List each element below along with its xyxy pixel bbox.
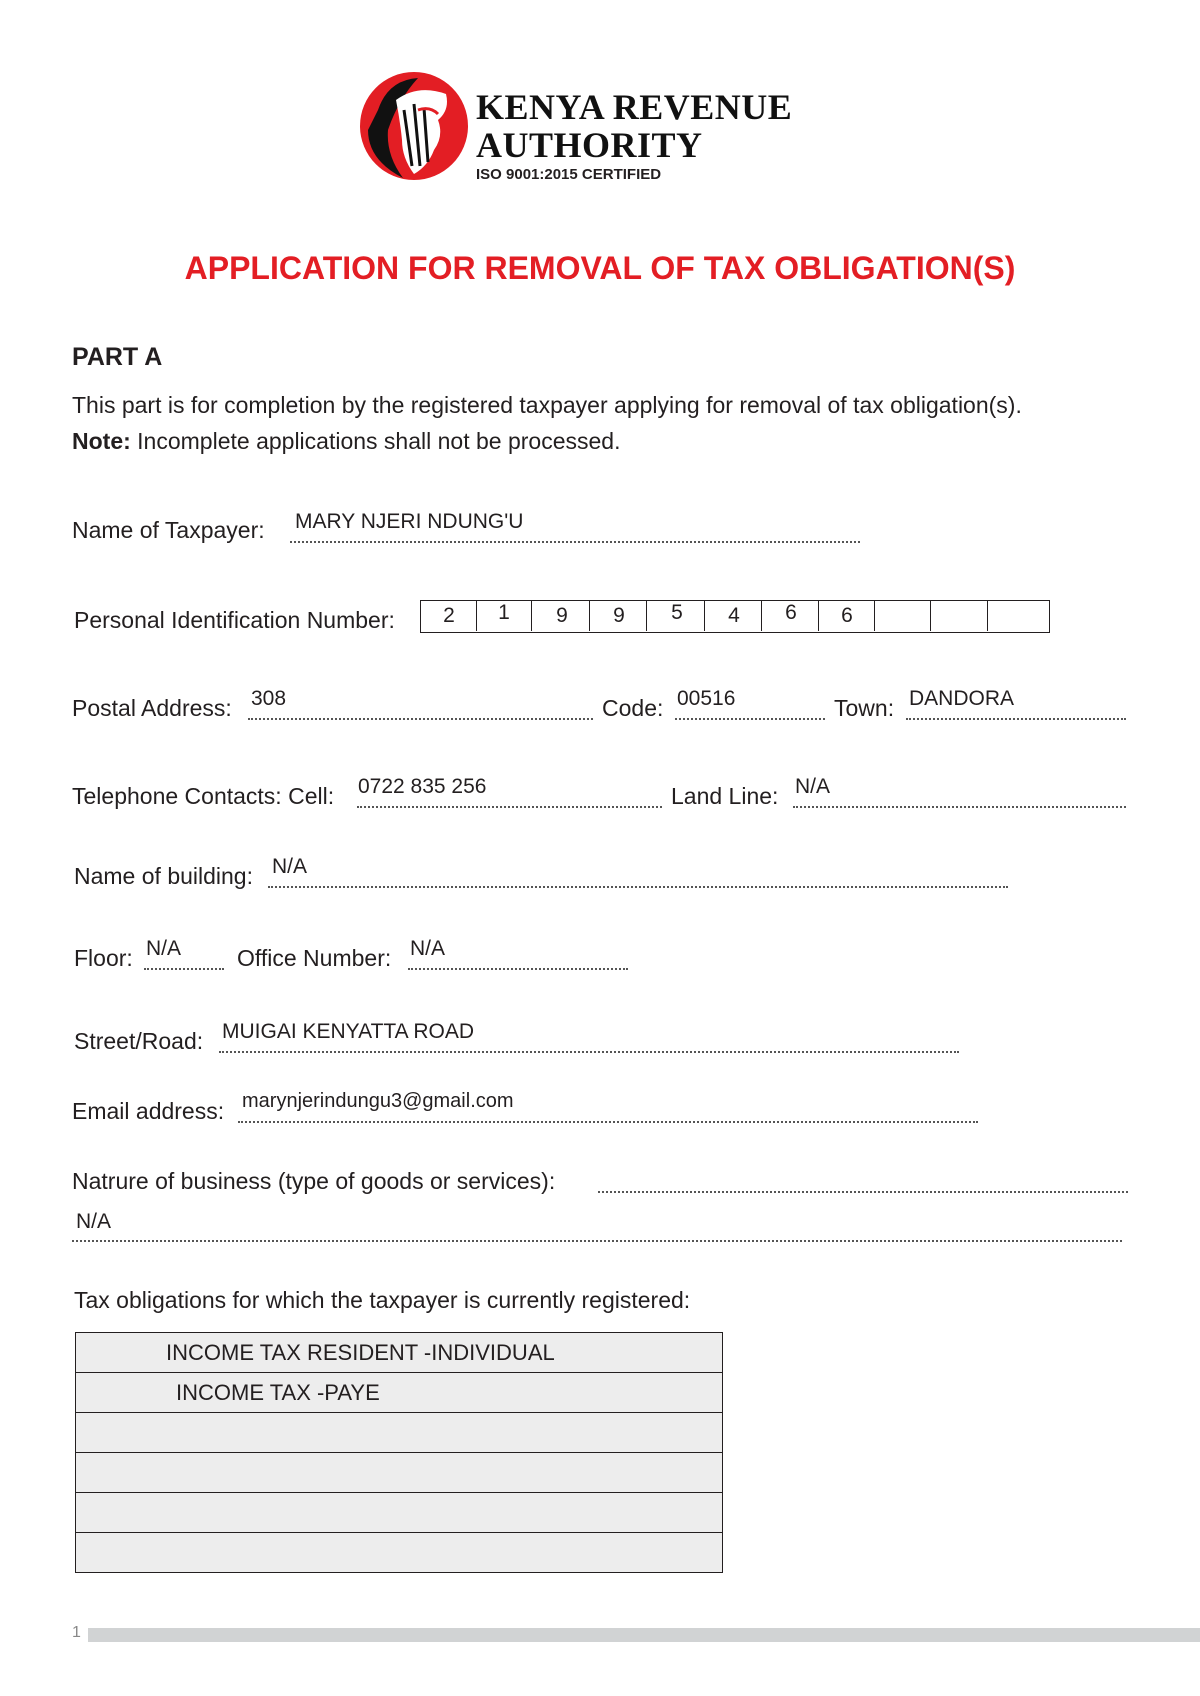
landline-field[interactable]: N/A — [795, 775, 831, 798]
obligation-row-6[interactable] — [75, 1533, 723, 1573]
name-field[interactable]: MARY NJERI NDUNG'U — [295, 510, 524, 533]
iso-certification: ISO 9001:2015 CERTIFIED — [476, 166, 662, 183]
floor-field[interactable]: N/A — [146, 937, 182, 960]
town-label: Town: — [834, 695, 895, 721]
pin-digit-9[interactable] — [876, 600, 931, 631]
business-field[interactable]: N/A — [76, 1210, 112, 1233]
footer-bar — [88, 1628, 1200, 1642]
landline-line — [793, 806, 1126, 808]
business-line-2 — [72, 1240, 1122, 1242]
cell-field[interactable]: 0722 835 256 — [358, 775, 487, 798]
obligation-row-2[interactable]: INCOME TAX -PAYE — [75, 1373, 723, 1413]
name-line — [290, 541, 860, 543]
building-field[interactable]: N/A — [272, 855, 308, 878]
email-line — [238, 1121, 978, 1123]
street-line — [219, 1051, 959, 1053]
org-name-line1: KENYA REVENUE — [476, 87, 793, 127]
kra-lion-logo — [358, 70, 470, 182]
email-label: Email address: — [72, 1098, 225, 1124]
obligation-row-4[interactable] — [75, 1453, 723, 1493]
obligation-row-5[interactable] — [75, 1493, 723, 1533]
obligations-label: Tax obligations for which the taxpayer is currently registered: — [74, 1287, 691, 1313]
street-label: Street/Road: — [74, 1028, 204, 1054]
pin-digit-3[interactable]: 9 — [535, 600, 590, 631]
pin-digit-10[interactable] — [933, 600, 988, 631]
floor-label: Floor: — [74, 945, 133, 971]
town-field[interactable]: DANDORA — [909, 687, 1015, 710]
office-number-field[interactable]: N/A — [410, 937, 446, 960]
business-line-1 — [598, 1191, 1128, 1193]
page-number: 1 — [72, 1624, 81, 1641]
pin-digit-4[interactable]: 9 — [592, 600, 647, 631]
email-field[interactable]: marynjerindungu3@gmail.com — [242, 1090, 514, 1112]
cell-line — [357, 806, 662, 808]
note-text: Incomplete applications shall not be processed. — [130, 428, 621, 454]
note-line — [72, 428, 620, 455]
postal-field[interactable]: 308 — [251, 687, 287, 710]
note-label: Note: — [72, 428, 131, 454]
floor-line — [144, 968, 224, 970]
office-number-label: Office Number: — [237, 945, 392, 971]
pin-digit-6[interactable]: 4 — [707, 600, 762, 631]
pin-digit-5[interactable]: 5 — [650, 600, 705, 631]
pin-digit-7[interactable]: 6 — [764, 600, 819, 631]
pin-digit-1[interactable]: 2 — [422, 600, 477, 631]
part-heading: PART A — [72, 343, 163, 371]
org-name-line2: AUTHORITY — [476, 125, 703, 165]
pin-digit-11[interactable] — [990, 600, 1045, 631]
postal-label: Postal Address: — [72, 695, 232, 721]
code-line — [675, 718, 825, 720]
telephone-label: Telephone Contacts: Cell: — [72, 783, 335, 809]
obligation-row-1[interactable]: INCOME TAX RESIDENT -INDIVIDUAL — [75, 1333, 723, 1373]
business-label: Natrure of business (type of goods or services): — [72, 1168, 556, 1194]
street-field[interactable]: MUIGAI KENYATTA ROAD — [222, 1020, 475, 1043]
part-intro: This part is for completion by the registered taxpayer applying for removal of tax obligation(s). — [72, 392, 1022, 418]
obligation-row-3[interactable] — [75, 1413, 723, 1453]
form-title: APPLICATION FOR REMOVAL OF TAX OBLIGATION(S) — [184, 250, 1016, 286]
code-label: Code: — [602, 695, 664, 721]
office-number-line — [408, 968, 628, 970]
pin-digit-2[interactable]: 1 — [477, 600, 532, 631]
building-label: Name of building: — [74, 863, 253, 889]
building-line — [268, 886, 1008, 888]
pin-digit-8[interactable]: 6 — [820, 600, 875, 631]
postal-line — [248, 718, 593, 720]
town-line — [906, 718, 1126, 720]
code-field[interactable]: 00516 — [677, 687, 736, 710]
name-label: Name of Taxpayer: — [72, 517, 265, 543]
pin-label: Personal Identification Number: — [74, 607, 395, 633]
landline-label: Land Line: — [671, 783, 779, 809]
